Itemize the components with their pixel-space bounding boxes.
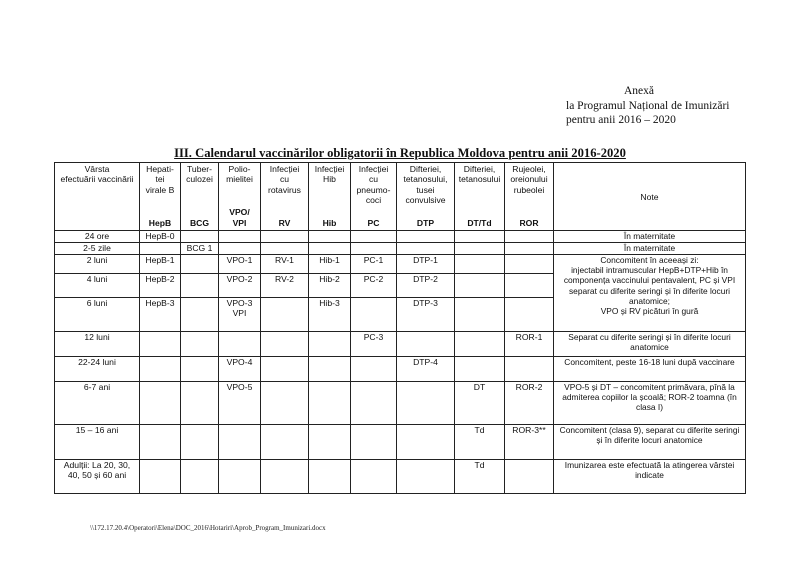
cell-bcg	[181, 255, 219, 274]
cell-bcg	[181, 231, 219, 243]
note-line: injectabil intramuscular HepB+DTP+Hib în componența vaccinului pentavalent, PC și VPI separat cu diferite seringi și în diferite locuri anatomice;	[563, 265, 736, 306]
header-text: tusei	[416, 184, 435, 195]
header-text: tetanosului,	[403, 174, 448, 185]
header-text: pneumo-	[356, 184, 391, 195]
header-code: DTP	[416, 217, 435, 228]
cell-ror	[505, 255, 554, 274]
cell-rv	[261, 243, 309, 255]
header-text: convulsive	[405, 195, 446, 206]
header-text: tei	[155, 174, 165, 185]
cell-dt	[455, 255, 505, 274]
cell-bcg	[181, 298, 219, 332]
cell-pc	[351, 231, 397, 243]
cell-bcg	[181, 460, 219, 494]
cell-hepb	[140, 332, 181, 357]
cell-hib: Hib-2	[309, 274, 351, 298]
header-bcg	[181, 163, 219, 231]
header-polio	[219, 163, 261, 231]
cell-polio: VPO-1	[219, 255, 261, 274]
header-text: Polio-	[228, 164, 251, 174]
header-code: HepB	[148, 217, 172, 228]
cell-note: Concomitent, peste 16-18 luni după vaccinare	[554, 357, 746, 382]
cell-dtp	[397, 425, 455, 460]
cell-pc: PC-3	[351, 332, 397, 357]
table-row	[55, 332, 746, 357]
cell-polio	[219, 425, 261, 460]
cell-bcg: BCG 1	[181, 243, 219, 255]
cell-age: 6-7 ani	[55, 382, 140, 425]
cell-ror	[505, 231, 554, 243]
cell-dt	[455, 243, 505, 255]
cell-dt: DT	[455, 382, 505, 425]
cell-polio: VPO-4	[219, 357, 261, 382]
header-text: rubeolei	[513, 184, 545, 195]
header-age	[55, 163, 140, 231]
cell-polio	[219, 460, 261, 494]
cell-hib	[309, 357, 351, 382]
cell-rv	[261, 332, 309, 357]
header-dtp	[397, 163, 455, 231]
cell-bcg	[181, 332, 219, 357]
cell-bcg	[181, 382, 219, 425]
cell-age: 12 luni	[55, 332, 140, 357]
header-age-line: efectuării vaccinării	[60, 174, 134, 185]
cell-dtp: DTP-1	[397, 255, 455, 274]
header-text: virale B	[145, 184, 175, 195]
document-title: III. Calendarul vaccinărilor obligatorii în Republica Moldova pentru anii 2016-2020	[174, 146, 626, 160]
cell-hepb: HepB-1	[140, 255, 181, 274]
header-text: Hib	[323, 174, 336, 185]
cell-dt: Td	[455, 460, 505, 494]
cell-hepb	[140, 460, 181, 494]
header-text: tetanosului	[458, 174, 501, 185]
annex-line-1: Anexă	[624, 85, 655, 97]
cell-polio	[219, 231, 261, 243]
header-text: Rujeolei,	[512, 164, 546, 174]
table-row	[55, 231, 746, 243]
cell-polio	[219, 298, 261, 332]
header-text: mielitei	[226, 174, 253, 185]
cell-dt	[455, 332, 505, 357]
cell-hepb	[140, 243, 181, 255]
table-row	[55, 460, 746, 494]
cell-age: 2-5 zile	[55, 243, 140, 255]
cell-dtp	[397, 382, 455, 425]
cell-dt: Td	[455, 425, 505, 460]
table-row	[55, 382, 746, 425]
cell-hib	[309, 425, 351, 460]
header-text: oreionului	[510, 174, 548, 185]
cell-ror	[505, 460, 554, 494]
header-age-line: Vârsta	[84, 164, 110, 174]
cell-dtp	[397, 460, 455, 494]
cell-hepb	[140, 357, 181, 382]
header-code: DT/Td	[467, 217, 492, 228]
cell-note: VPO-5 și DT – concomitent primăvara, pînă la admiterea copiilor la școală; ROR-2 toamna (în clasa I)	[554, 382, 746, 425]
cell-hib: Hib-1	[309, 255, 351, 274]
cell-hib	[309, 243, 351, 255]
cell-polio	[219, 243, 261, 255]
table-row	[55, 243, 746, 255]
cell-pc	[351, 357, 397, 382]
header-code: ROR	[519, 217, 539, 228]
header-hib	[309, 163, 351, 231]
cell-polio-line: VPI	[232, 308, 247, 319]
cell-ror: ROR-2	[505, 382, 554, 425]
cell-pc	[351, 298, 397, 332]
cell-bcg	[181, 274, 219, 298]
cell-note: Concomitent (clasa 9), separat cu diferite seringi și în diferite locuri anatomice	[554, 425, 746, 460]
cell-hepb: HepB-3	[140, 298, 181, 332]
cell-hepb	[140, 425, 181, 460]
cell-dtp: DTP-3	[397, 298, 455, 332]
table-row	[55, 425, 746, 460]
cell-ror	[505, 357, 554, 382]
annex-block	[566, 84, 796, 128]
cell-age: 24 ore	[55, 231, 140, 243]
cell-dt	[455, 231, 505, 243]
header-text: culozei	[186, 174, 213, 185]
header-hepb	[140, 163, 181, 231]
cell-rv	[261, 382, 309, 425]
cell-rv: RV-2	[261, 274, 309, 298]
header-text: Tuber-	[187, 164, 212, 174]
cell-hepb: HepB-0	[140, 231, 181, 243]
cell-pc	[351, 460, 397, 494]
cell-bcg	[181, 357, 219, 382]
note-line: Concomitent în aceeași zi:	[600, 255, 699, 265]
cell-note: Imunizarea este efectuată la atingerea vârstei indicate	[554, 460, 746, 494]
cell-dtp	[397, 243, 455, 255]
header-code: BCG	[189, 217, 210, 228]
header-text: Infecției	[358, 164, 389, 174]
cell-age: 6 luni	[55, 298, 140, 332]
cell-ror: ROR-3**	[505, 425, 554, 460]
cell-polio: VPO-5	[219, 382, 261, 425]
cell-age: Adulții: La 20, 30, 40, 50 și 60 ani	[55, 460, 140, 494]
header-rv	[261, 163, 309, 231]
cell-polio-line: VPO-3	[226, 298, 253, 308]
cell-rv	[261, 357, 309, 382]
header-code: VPO/ VPI	[229, 207, 250, 228]
cell-hib	[309, 332, 351, 357]
cell-age: 2 luni	[55, 255, 140, 274]
cell-note: Separat cu diferite seringi și în diferite locuri anatomice	[554, 332, 746, 357]
cell-rv	[261, 460, 309, 494]
cell-pc	[351, 382, 397, 425]
header-code: RV	[278, 217, 291, 228]
cell-age: 4 luni	[55, 274, 140, 298]
cell-rv: RV-1	[261, 255, 309, 274]
note-line: VPO și RV picături în gură	[600, 306, 699, 317]
cell-dtp	[397, 231, 455, 243]
header-notes: Note	[554, 163, 746, 231]
cell-hepb	[140, 382, 181, 425]
header-text: rotavirus	[268, 184, 301, 195]
header-text: cu	[279, 174, 290, 185]
cell-ror: ROR-1	[505, 332, 554, 357]
cell-polio	[219, 332, 261, 357]
cell-polio: VPO-2	[219, 274, 261, 298]
header-text: Hepati-	[146, 164, 174, 174]
cell-ror	[505, 274, 554, 298]
cell-ror	[505, 298, 554, 332]
header-text: cu	[368, 174, 379, 185]
header-dt	[455, 163, 505, 231]
cell-rv	[261, 231, 309, 243]
cell-age: 15 – 16 ani	[55, 425, 140, 460]
cell-dt	[455, 357, 505, 382]
header-pc	[351, 163, 397, 231]
header-text: coci	[365, 195, 382, 206]
annex-line-3: pentru anii 2016 – 2020	[566, 114, 676, 126]
cell-dtp	[397, 332, 455, 357]
cell-hib	[309, 460, 351, 494]
table-row	[55, 357, 746, 382]
header-text: Difteriei,	[409, 164, 442, 174]
vaccination-calendar-table	[54, 162, 746, 494]
cell-age: 22-24 luni	[55, 357, 140, 382]
cell-rv	[261, 425, 309, 460]
cell-ror	[505, 243, 554, 255]
cell-hepb: HepB-2	[140, 274, 181, 298]
cell-pc	[351, 243, 397, 255]
cell-hib	[309, 382, 351, 425]
cell-note-combined	[554, 255, 746, 332]
annex-line-2: la Programul Național de Imunizări	[566, 99, 730, 112]
cell-pc	[351, 425, 397, 460]
cell-note: În maternitate	[554, 243, 746, 255]
cell-dt	[455, 274, 505, 298]
cell-rv	[261, 298, 309, 332]
header-text: Infecției	[269, 164, 300, 174]
header-code: Hib	[322, 217, 337, 228]
header-text: Infecției	[314, 164, 345, 174]
header-ror	[505, 163, 554, 231]
file-path-footer: \\172.17.20.4\Operatori\Elena\DOC_2016\Hotariri\Aprob_Program_Imunizari.docx	[90, 524, 326, 532]
cell-hib: Hib-3	[309, 298, 351, 332]
cell-pc: PC-2	[351, 274, 397, 298]
cell-bcg	[181, 425, 219, 460]
cell-note: În maternitate	[554, 231, 746, 243]
cell-dt	[455, 298, 505, 332]
cell-dtp: DTP-2	[397, 274, 455, 298]
cell-pc: PC-1	[351, 255, 397, 274]
table-row	[55, 255, 746, 274]
table-header-row	[55, 163, 746, 231]
cell-dtp: DTP-4	[397, 357, 455, 382]
header-code: PC	[367, 217, 380, 228]
cell-hib	[309, 231, 351, 243]
header-text: Difteriei,	[463, 164, 496, 174]
